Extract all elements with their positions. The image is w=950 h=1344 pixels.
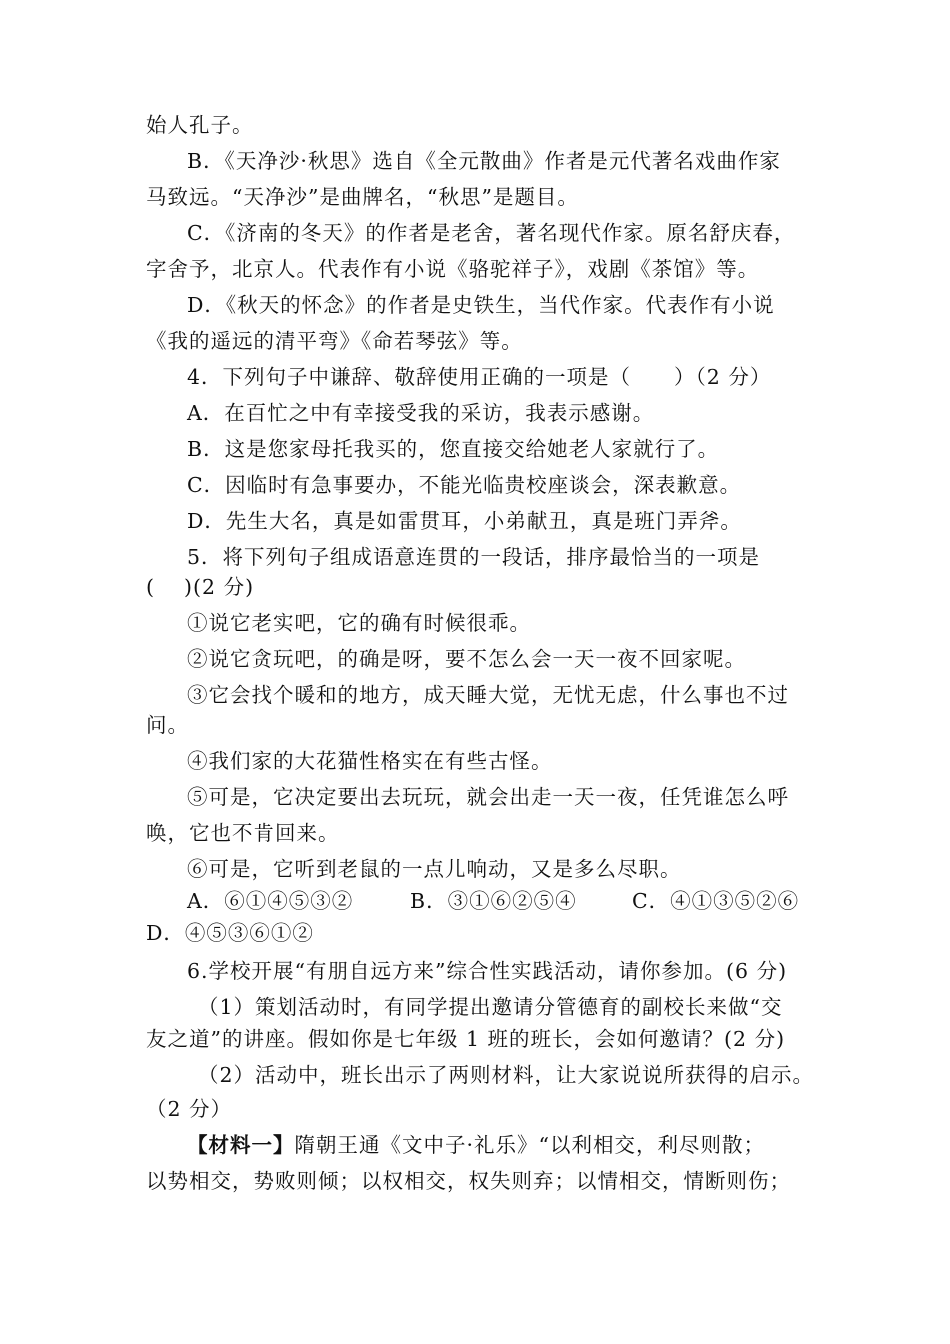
option-d-line: D．先生大名，真是如雷贯耳，小弟献丑，真是班门弄斧。 [187, 509, 742, 533]
material-1-label: 【材料一】 [187, 1133, 295, 1157]
text-line: 问。 [146, 713, 189, 737]
option-d-line: D．《秋天的怀念》的作者是史铁生，当代作家。代表作有小说 [187, 293, 775, 317]
question-6-part-2: （2）活动中，班长出示了两则材料，让大家说说所获得的启示。 [198, 1063, 815, 1087]
text-line: （2 分） [146, 1097, 233, 1121]
sentence-4: ④我们家的大花猫性格实在有些古怪。 [187, 749, 553, 773]
option-c-line: C．因临时有急事要办，不能光临贵校座谈会，深表歉意。 [187, 473, 742, 497]
text-line: 友之道”的讲座。假如你是七年级 1 班的班长，会如何邀请？(2 分) [146, 1027, 786, 1051]
material-1-line [187, 1130, 765, 1160]
material-1-text: 隋朝王通《文中子·礼乐》“以利相交，利尽则散； [294, 1133, 765, 1157]
text-line: 《我的遥远的清平弯》《命若琴弦》等。 [146, 329, 523, 353]
option-b-line: B．《天净沙·秋思》选自《全元散曲》作者是元代著名戏曲作家 [187, 149, 781, 173]
option-b-line: B．③①⑥②⑤④ [410, 889, 577, 913]
option-c-line: C．④①③⑤②⑥ [632, 889, 800, 913]
text-line: 以势相交，势败则倾；以权相交，权失则弃；以情相交，情断则伤； [146, 1169, 791, 1193]
question-5: 5．将下列句子组成语意连贯的一段话，排序最恰当的一项是 [187, 545, 761, 569]
option-c-line: C．《济南的冬天》的作者是老舍，著名现代作家。原名舒庆春， [187, 221, 796, 245]
sentence-6: ⑥可是，它听到老鼠的一点儿响动，又是多么尽职。 [187, 857, 682, 881]
sentence-3: ③它会找个暖和的地方，成天睡大觉，无忧无虑，什么事也不过 [187, 683, 789, 707]
sentence-5: ⑤可是，它决定要出去玩玩，就会出走一天一夜，任凭谁怎么呼 [187, 785, 789, 809]
option-b-line: B．这是您家母托我买的，您直接交给她老人家就行了。 [187, 437, 720, 461]
text-line: 马致远。“天净沙”是曲牌名，“秋思”是题目。 [146, 185, 579, 209]
option-a-line: A．⑥①④⑤③② [187, 889, 354, 913]
question-4: 4．下列句子中谦辞、敬辞使用正确的一项是（ ）（2 分） [187, 365, 772, 389]
text-line: 始人孔子。 [146, 113, 254, 137]
option-d-line: D．④⑤③⑥①② [146, 921, 314, 945]
question-6-part-1: （1）策划活动时，有同学提出邀请分管德育的副校长来做“交 [198, 995, 783, 1019]
sentence-2: ②说它贪玩吧，的确是呀，要不怎么会一天一夜不回家呢。 [187, 647, 746, 671]
text-line: 字舍予，北京人。代表作有小说《骆驼祥子》，戏剧《茶馆》等。 [146, 257, 760, 281]
option-a-line: A．在百忙之中有幸接受我的采访，我表示感谢。 [187, 401, 655, 425]
question-6: 6.学校开展“有朋自远方来”综合性实践活动，请你参加。(6 分) [187, 959, 788, 983]
text-line: ( )(2 分) [146, 575, 255, 599]
text-line: 唤，它也不肯回来。 [146, 821, 340, 845]
sentence-1: ①说它老实吧，它的确有时候很乖。 [187, 611, 531, 635]
